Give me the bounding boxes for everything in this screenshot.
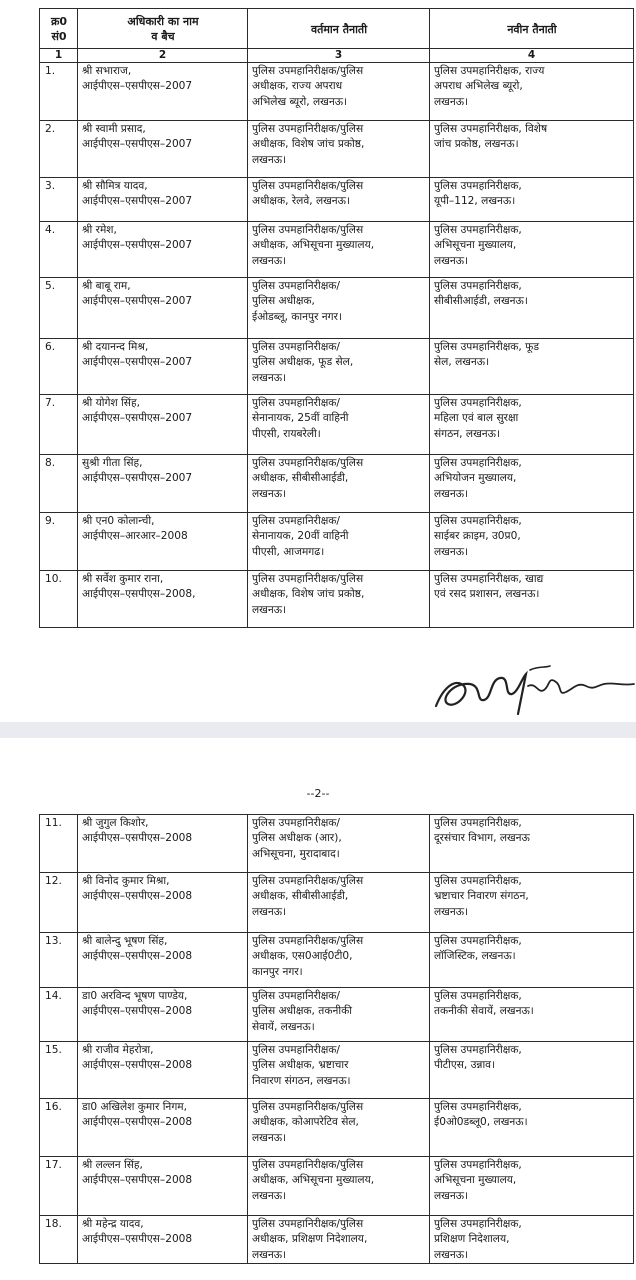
header-serial-number: क्र0 सं0 [40,9,78,49]
officer-name-cell: श्री सर्वेश कुमार राना, आईपीएस–एसपीएस–2008, [78,571,248,628]
serial-number-cell: 16. [40,1099,78,1157]
new-posting-cell: पुलिस उपमहानिरीक्षक, साईबर क्राइम, उ0प्र0, लखनऊ। [430,513,634,571]
serial-number-cell: 7. [40,395,78,455]
header-current-posting: वर्तमान तैनाती [248,9,430,49]
column-number: 1 [40,49,78,63]
current-posting-cell: पुलिस उपमहानिरीक्षक/पुलिस अधीक्षक, अभिसूचना मुख्यालय, लखनऊ। [248,1157,430,1216]
current-posting-cell: पुलिस उपमहानिरीक्षक/पुलिस अधीक्षक, विशेष जांच प्रकोष्ठ, लखनऊ। [248,571,430,628]
table-row [40,1157,634,1216]
current-posting-cell: पुलिस उपमहानिरीक्षक/ पुलिस अधीक्षक, फूड सेल, लखनऊ। [248,339,430,395]
table-row [40,395,634,455]
table-row [40,873,634,933]
column-number-row [40,49,634,63]
new-posting-cell: पुलिस उपमहानिरीक्षक, अभियोजन मुख्यालय, लखनऊ। [430,455,634,513]
new-posting-cell: पुलिस उपमहानिरीक्षक, लॉजिस्टिक, लखनऊ। [430,933,634,988]
column-number: 2 [78,49,248,63]
table-row [40,121,634,178]
current-posting-cell: पुलिस उपमहानिरीक्षक/पुलिस अधीक्षक, अभिसूचना मुख्यालय, लखनऊ। [248,222,430,278]
table-row [40,63,634,121]
new-posting-cell: पुलिस उपमहानिरीक्षक, भ्रष्टाचार निवारण संगठन, लखनऊ। [430,873,634,933]
handwritten-signature [426,656,636,718]
new-posting-cell: पुलिस उपमहानिरीक्षक, दूरसंचार विभाग, लखनऊ [430,815,634,873]
current-posting-cell: पुलिस उपमहानिरीक्षक/ पुलिस अधीक्षक, ईओडब्लू, कानपुर नगर। [248,278,430,339]
column-number: 3 [248,49,430,63]
header-new-posting: नवीन तैनाती [430,9,634,49]
officer-name-cell: श्री सभाराज, आईपीएस–एसपीएस–2007 [78,63,248,121]
serial-number-cell: 11. [40,815,78,873]
table-header-row [40,9,634,49]
table-body-page-2 [40,815,634,1264]
officer-name-cell: श्री महेन्द्र यादव, आईपीएस–एसपीएस–2008 [78,1216,248,1264]
serial-number-cell: 10. [40,571,78,628]
officer-name-cell: डा0 अखिलेश कुमार निगम, आईपीएस–एसपीएस–2008 [78,1099,248,1157]
officer-name-cell: श्री रमेश, आईपीएस–एसपीएस–2007 [78,222,248,278]
current-posting-cell: पुलिस उपमहानिरीक्षक/पुलिस अधीक्षक, एस0आई0टी0, कानपुर नगर। [248,933,430,988]
table-row [40,1216,634,1264]
serial-number-cell: 18. [40,1216,78,1264]
serial-number-cell: 17. [40,1157,78,1216]
page-number: --2-- [306,787,330,800]
serial-number-cell: 3. [40,178,78,222]
new-posting-cell: पुलिस उपमहानिरीक्षक, प्रशिक्षण निदेशालय, लखनऊ। [430,1216,634,1264]
officer-name-cell: श्री जुगुल किशोर, आईपीएस–एसपीएस–2008 [78,815,248,873]
table-row [40,1042,634,1099]
current-posting-cell: पुलिस उपमहानिरीक्षक/पुलिस अधीक्षक, विशेष जांच प्रकोष्ठ, लखनऊ। [248,121,430,178]
table-row [40,455,634,513]
officer-name-cell: श्री एन0 कोलान्ची, आईपीएस–आरआर–2008 [78,513,248,571]
current-posting-cell: पुलिस उपमहानिरीक्षक/पुलिस अधीक्षक, सीबीसीआईडी, लखनऊ। [248,455,430,513]
new-posting-cell: पुलिस उपमहानिरीक्षक, फूड सेल, लखनऊ। [430,339,634,395]
officer-name-cell: डा0 अरविन्द भूषण पाण्डेय, आईपीएस–एसपीएस–2008 [78,988,248,1042]
officer-name-cell: सुश्री गीता सिंह, आईपीएस–एसपीएस–2007 [78,455,248,513]
officer-name-cell: श्री लल्लन सिंह, आईपीएस–एसपीएस–2008 [78,1157,248,1216]
new-posting-cell: पुलिस उपमहानिरीक्षक, यूपी–112, लखनऊ। [430,178,634,222]
serial-number-cell: 6. [40,339,78,395]
current-posting-cell: पुलिस उपमहानिरीक्षक/पुलिस अधीक्षक, सीबीसीआईडी, लखनऊ। [248,873,430,933]
table-row [40,278,634,339]
column-number: 4 [430,49,634,63]
table-row [40,339,634,395]
current-posting-cell: पुलिस उपमहानिरीक्षक/ सेनानायक, 25वीं वाहिनी पीएसी, रायबरेली। [248,395,430,455]
current-posting-cell: पुलिस उपमहानिरीक्षक/ सेनानायक, 20वीं वाहिनी पीएसी, आजमगढ। [248,513,430,571]
serial-number-cell: 13. [40,933,78,988]
new-posting-cell: पुलिस उपमहानिरीक्षक, पीटीएस, उन्नाव। [430,1042,634,1099]
current-posting-cell: पुलिस उपमहानिरीक्षक/पुलिस अधीक्षक, कोआपरेटिव सेल, लखनऊ। [248,1099,430,1157]
new-posting-cell: पुलिस उपमहानिरीक्षक, ई0ओ0डब्लू0, लखनऊ। [430,1099,634,1157]
table-row [40,513,634,571]
serial-number-cell: 9. [40,513,78,571]
officer-name-cell: श्री विनोद कुमार मिश्रा, आईपीएस–एसपीएस–2008 [78,873,248,933]
officer-name-cell: श्री राजीव मेहरोत्रा, आईपीएस–एसपीएस–2008 [78,1042,248,1099]
transfer-table-page-1 [39,8,634,628]
serial-number-cell: 8. [40,455,78,513]
current-posting-cell: पुलिस उपमहानिरीक्षक/ पुलिस अधीक्षक, तकनीकी सेवायें, लखनऊ। [248,988,430,1042]
officer-name-cell: श्री दयानन्द मिश्र, आईपीएस–एसपीएस–2007 [78,339,248,395]
page-separator [0,722,636,738]
table-row [40,178,634,222]
new-posting-cell: पुलिस उपमहानिरीक्षक, खाद्य एवं रसद प्रशासन, लखनऊ। [430,571,634,628]
officer-name-cell: श्री बाबू राम, आईपीएस–एसपीएस–2007 [78,278,248,339]
new-posting-cell: पुलिस उपमहानिरीक्षक, तकनीकी सेवायें, लखनऊ। [430,988,634,1042]
officer-name-cell: श्री बालेन्दु भूषण सिंह, आईपीएस–एसपीएस–2008 [78,933,248,988]
table-row [40,933,634,988]
officer-name-cell: श्री स्वामी प्रसाद, आईपीएस–एसपीएस–2007 [78,121,248,178]
serial-number-cell: 1. [40,63,78,121]
table-row [40,1099,634,1157]
current-posting-cell: पुलिस उपमहानिरीक्षक/पुलिस अधीक्षक, प्रशिक्षण निदेशालय, लखनऊ। [248,1216,430,1264]
current-posting-cell: पुलिस उपमहानिरीक्षक/ पुलिस अधीक्षक (आर), अभिसूचना, मुरादाबाद। [248,815,430,873]
header-officer-name: अधिकारी का नाम व बैच [78,9,248,49]
serial-number-cell: 5. [40,278,78,339]
serial-number-cell: 4. [40,222,78,278]
table-row [40,815,634,873]
new-posting-cell: पुलिस उपमहानिरीक्षक, विशेष जांच प्रकोष्ठ, लखनऊ। [430,121,634,178]
serial-number-cell: 2. [40,121,78,178]
new-posting-cell: पुलिस उपमहानिरीक्षक, अभिसूचना मुख्यालय, लखनऊ। [430,1157,634,1216]
serial-number-cell: 12. [40,873,78,933]
table-body-page-1 [40,63,634,628]
table-row [40,988,634,1042]
table-row [40,222,634,278]
serial-number-cell: 15. [40,1042,78,1099]
table-row [40,571,634,628]
new-posting-cell: पुलिस उपमहानिरीक्षक, महिला एवं बाल सुरक्षा संगठन, लखनऊ। [430,395,634,455]
transfer-table-page-2 [39,814,634,1264]
current-posting-cell: पुलिस उपमहानिरीक्षक/ पुलिस अधीक्षक, भ्रष्टाचार निवारण संगठन, लखनऊ। [248,1042,430,1099]
serial-number-cell: 14. [40,988,78,1042]
current-posting-cell: पुलिस उपमहानिरीक्षक/पुलिस अधीक्षक, राज्य अपराध अभिलेख ब्यूरो, लखनऊ। [248,63,430,121]
new-posting-cell: पुलिस उपमहानिरीक्षक, सीबीसीआईडी, लखनऊ। [430,278,634,339]
officer-name-cell: श्री योगेश सिंह, आईपीएस–एसपीएस–2007 [78,395,248,455]
new-posting-cell: पुलिस उपमहानिरीक्षक, अभिसूचना मुख्यालय, लखनऊ। [430,222,634,278]
new-posting-cell: पुलिस उपमहानिरीक्षक, राज्य अपराध अभिलेख ब्यूरो, लखनऊ। [430,63,634,121]
current-posting-cell: पुलिस उपमहानिरीक्षक/पुलिस अधीक्षक, रेलवे, लखनऊ। [248,178,430,222]
officer-name-cell: श्री सौमित्र यादव, आईपीएस–एसपीएस–2007 [78,178,248,222]
